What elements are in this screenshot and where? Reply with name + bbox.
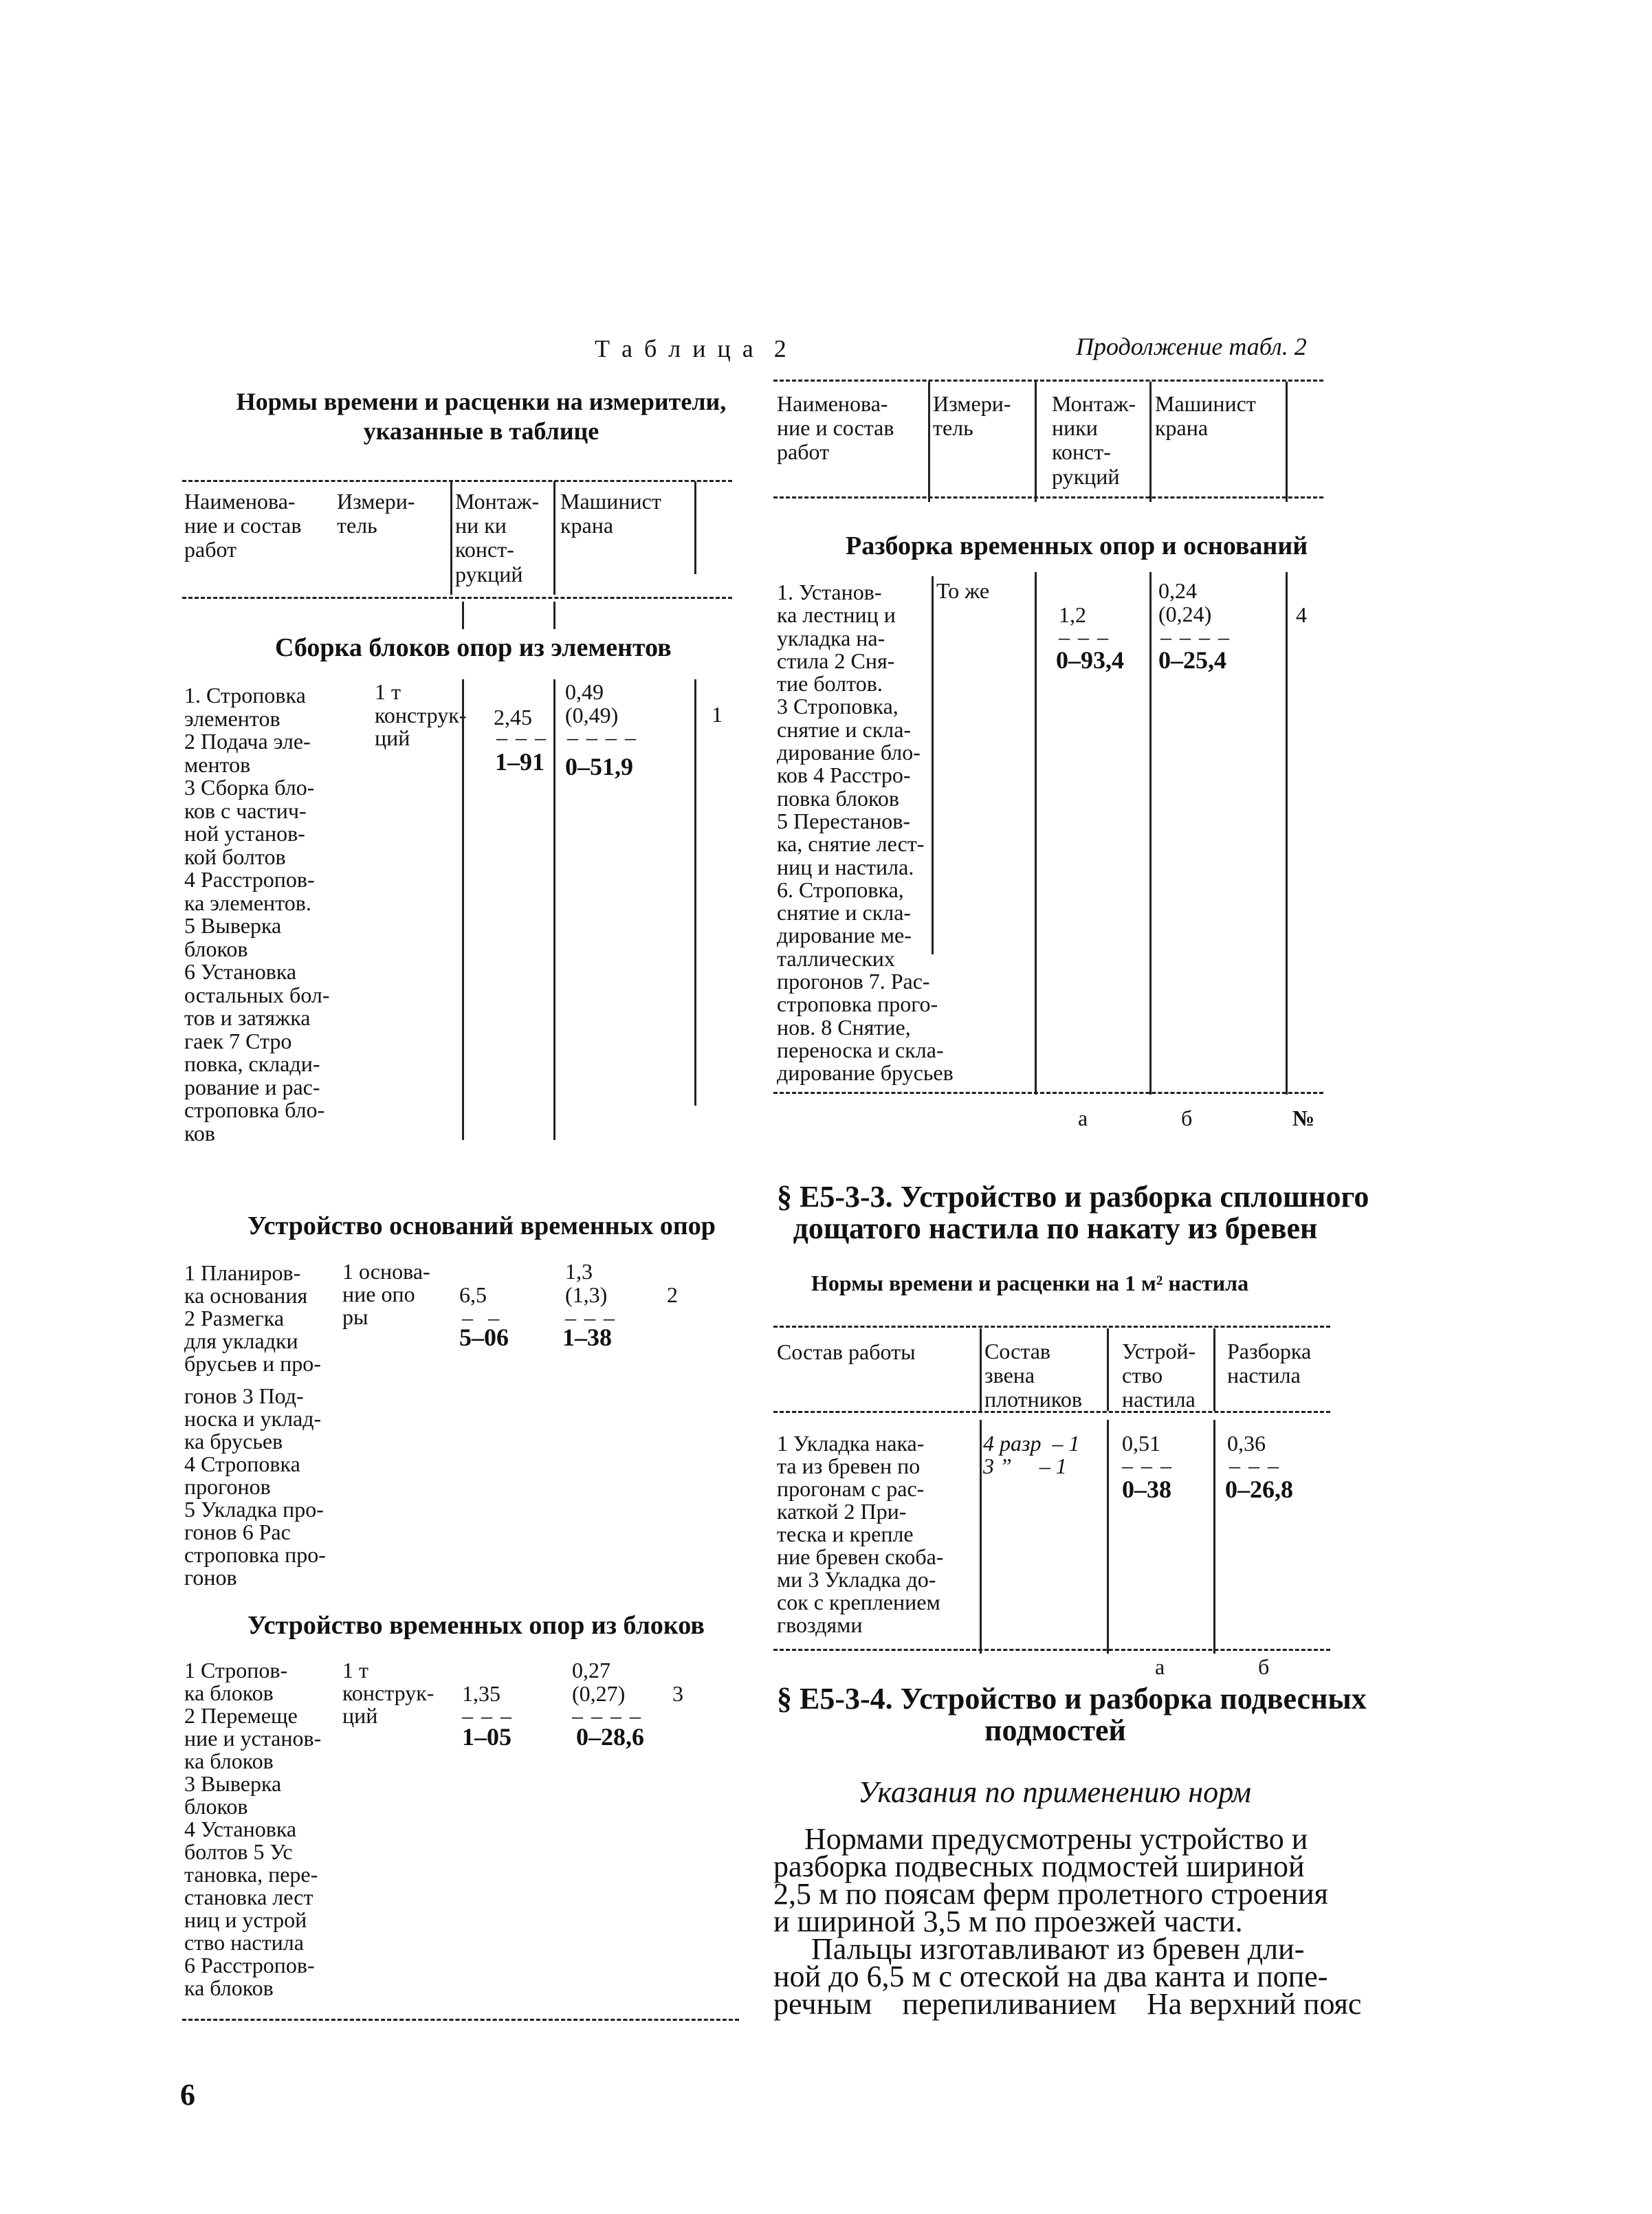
col-header-installers: Монтаж- ни ки конст- рукций (455, 489, 540, 587)
installers-norm: 1,2 (1059, 602, 1086, 627)
col-divider (1149, 382, 1152, 502)
col-header-unit: Измери- тель (933, 391, 1011, 441)
fraction-bar: – – – – (1160, 624, 1231, 649)
col-divider (1149, 572, 1152, 1095)
work-description: 1. Строповка элементов 2 Подача эле- ментов 3 Сборка бло- ков с частич- ной установ- кой болтов 4 Расстропов- ка элементов. 5 Выверка блоков 6 Установка остальных бол- тов и затяжка гаек 7 Стро повка, склади- рование и рас- строповка бло- ков (184, 683, 330, 1146)
table-bottom-rule (773, 1649, 1330, 1651)
crane-norm: 0,27 (0,27) (572, 1658, 626, 1706)
fraction-bar: – – – – (572, 1703, 642, 1728)
installers-rate: 0–93,4 (1056, 646, 1124, 674)
col-header-crane: Машинист крана (560, 489, 661, 538)
paragraph-heading: § Е5-3-3. Устройство и разборка сплошного дощатого настила по накату из бревен (777, 1180, 1369, 1246)
col-header-work: Состав работы (777, 1339, 916, 1364)
crane-rate: 0–25,4 (1158, 646, 1226, 674)
col-header-name: Наименова- ние и состав работ (184, 489, 302, 562)
col-divider (694, 481, 696, 574)
work-description: 1 Планиров- ка основания 2 Размегка для укладки брусьев и про- (184, 1260, 321, 1376)
fraction-bar: – – – (1122, 1453, 1173, 1478)
fraction-bar: – – – (565, 1305, 616, 1330)
section-title: Устройство временных опор из блоков (247, 1611, 705, 1640)
installers-rate: 1–91 (495, 748, 544, 776)
installers-norm: 2,45 (494, 705, 532, 730)
col-divider (980, 1420, 982, 1654)
work-description: 1. Установ- ка лестниц и укладка на- стила 2 Сня- тие болтов. 3 Строповка, снятие и скла- дирование бло- ков 4 Расстро- повка блоков 5 Перестанов- ка, снятие лест- ниц и настила. 6. Строповка, снятие и скла- дирование ме- таллических прогонов 7. Рас- строповка прого- нов. 8 Снятие, переноска и скла- дирование брусьев (777, 580, 954, 1086)
fraction-bar: – – – (1229, 1453, 1280, 1478)
fraction-bar: – – – – (567, 725, 637, 749)
crane-rate: 0–28,6 (576, 1723, 644, 1751)
crew-cell: 4 разр – 1 3 ” – 1 (983, 1431, 1080, 1478)
col-divider (462, 679, 464, 1140)
col-header-crew: Состав звена плотников (984, 1339, 1082, 1412)
page-number: 6 (180, 2078, 195, 2112)
install-rate: 0–38 (1122, 1476, 1171, 1503)
column-letter-b: б (1181, 1106, 1193, 1130)
header-top-rule (773, 380, 1323, 382)
crane-rate: 0–51,9 (565, 753, 633, 780)
table-caption: Т а б л и ц а 2 (595, 335, 789, 362)
fraction-bar: – – – (462, 1703, 513, 1728)
col-divider (1035, 382, 1037, 502)
crane-norm: 1,3 (1,3) (565, 1259, 608, 1307)
col-divider (928, 382, 930, 502)
paragraph-subheading: Указания по применению норм (858, 1775, 1251, 1809)
col-divider (462, 602, 464, 629)
fraction-bar: – – – (1059, 624, 1110, 649)
header-top-rule (182, 480, 732, 482)
dismantle-norm: 0,36 (1227, 1431, 1266, 1456)
section-title: Сборка блоков опор из элементов (275, 633, 672, 662)
header-top-rule (773, 1326, 1330, 1328)
col-divider (932, 576, 934, 954)
work-description-cont: гонов 3 Под- носка и уклад- ка брусьев 4 Строповка прогонов 5 Укладка про- гонов 6 Рас строповка про- гонов (184, 1383, 326, 1590)
row-number: 1 (712, 702, 723, 727)
col-divider (553, 679, 555, 1140)
installers-rate: 1–05 (462, 1723, 511, 1751)
col-divider (694, 679, 696, 1106)
header-bottom-rule (773, 1411, 1330, 1413)
crane-rate: 1–38 (562, 1324, 612, 1351)
table-bottom-rule (182, 2019, 739, 2021)
fraction-bar: – – (462, 1305, 500, 1330)
installers-rate: 5–06 (459, 1324, 509, 1351)
column-number-sign: № (1292, 1106, 1315, 1130)
table-bottom-rule (773, 1092, 1323, 1094)
col-divider (1286, 572, 1288, 1095)
crane-norm: 0,49 (0,49) (565, 679, 619, 727)
col-divider (1286, 382, 1288, 502)
col-header-installers: Монтаж- ники конст- рукций (1052, 391, 1136, 489)
column-letter-b: б (1258, 1654, 1270, 1679)
col-divider (980, 1328, 982, 1411)
table-subtitle: Нормы времени и расценки на 1 м² настила (811, 1271, 1249, 1295)
header-bottom-rule (773, 496, 1323, 498)
row-number: 3 (672, 1681, 683, 1706)
row-number: 4 (1296, 602, 1307, 627)
col-header-crane: Машинист крана (1155, 391, 1256, 441)
column-letter-a: а (1078, 1106, 1088, 1130)
unit-cell: 1 т конструк- ций (375, 679, 467, 751)
dismantle-rate: 0–26,8 (1225, 1476, 1293, 1503)
column-letter-a: а (1155, 1654, 1165, 1679)
col-divider (1035, 572, 1037, 1095)
col-header-name: Наименова- ние и состав работ (777, 391, 894, 465)
unit-cell: То же (936, 578, 990, 603)
table-title: Нормы времени и расценки на измерители, указанные в таблице (236, 388, 727, 446)
col-divider (1213, 1328, 1215, 1411)
col-divider (1213, 1420, 1215, 1654)
col-divider (1107, 1420, 1109, 1654)
continuation-caption: Продолжение табл. 2 (1076, 333, 1307, 360)
col-divider (553, 481, 555, 595)
col-divider (1107, 1328, 1109, 1411)
crane-norm: 0,24 (0,24) (1158, 578, 1212, 626)
installers-norm: 6,5 (459, 1282, 487, 1307)
col-header-unit: Измери- тель (337, 489, 415, 538)
unit-cell: 1 т конструк- ций (342, 1658, 434, 1728)
paragraph-heading: § Е5-3-4. Устройство и разборка подвесных подмостей (777, 1682, 1367, 1748)
section-title: Устройство оснований временных опор (247, 1212, 716, 1240)
install-norm: 0,51 (1122, 1431, 1160, 1456)
work-description: 1 Укладка нака- та из бревен по прогонам с рас- каткой 2 При- теска и крепле ние бревен скоба- ми 3 Укладка до- сок с креплением гвоздями (777, 1431, 944, 1637)
unit-cell: 1 основа- ние опо ры (342, 1259, 430, 1329)
col-divider (553, 602, 555, 629)
header-bottom-rule (182, 597, 732, 599)
body-text: Нормами предусмотрены устройство и разборка подвесных подмостей шириной 2,5 м по поясам ферм пролетного строения и шириной 3,5 м по проезжей части. Пальцы изготавливают из бревен дли- ной до 6,5 м с отеской на два канта и попе- речным перепиливанием На верхний пояс (773, 1822, 1362, 2021)
section-title: Разборка временных опор и оснований (846, 531, 1308, 560)
col-divider (450, 481, 452, 595)
fraction-bar: – – – (496, 725, 547, 749)
row-number: 2 (667, 1282, 678, 1307)
installers-norm: 1,35 (462, 1681, 500, 1706)
col-header-dismantle: Разборка настила (1227, 1339, 1312, 1388)
col-header-install: Устрой- ство настила (1122, 1339, 1196, 1412)
work-description: 1 Стропов- ка блоков 2 Перемеще ние и установ- ка блоков 3 Выверка блоков 4 Установка болтов 5 Ус тановка, пере- становка лест ниц и устрой ство настила 6 Расстропов- ка блоков (184, 1658, 322, 2000)
